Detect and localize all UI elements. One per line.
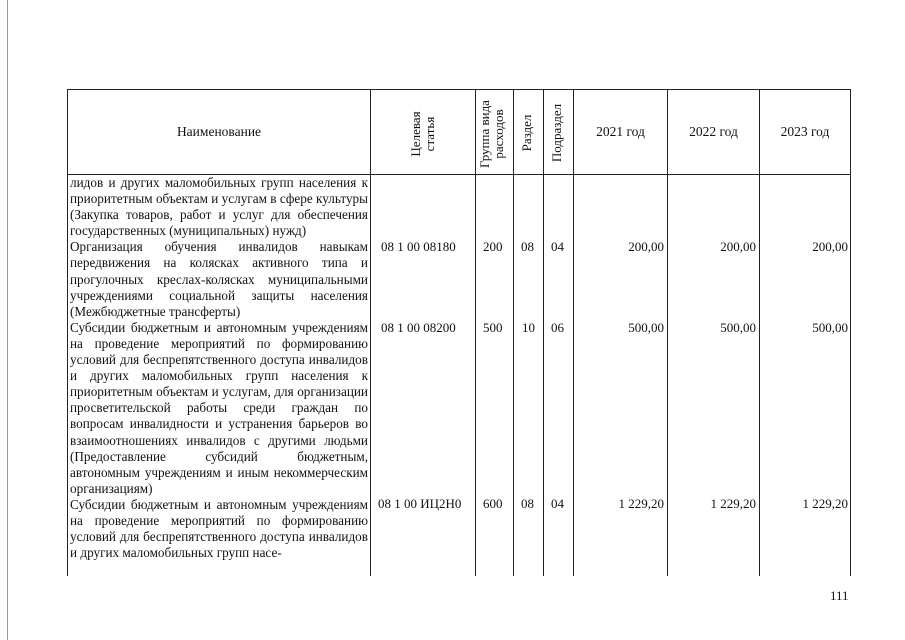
row-3-group: 600	[483, 496, 503, 511]
row-2-group: 500	[483, 320, 503, 335]
row-2-section: 10	[522, 320, 535, 335]
row-3-name: Субсидии бюджетным и автономным учреждениям на проведение мероприятий по формированию условий для беспрепятственного доступа инвалидов и других маломобильных групп населения к приоритетным объектам и услугам, для организации просветительской работы среди граждан по вопросам инвалидности и устранения барьеров во взаимоотношениях инвалидов с другими людьми (Предоставление субсидий бюджетным, автономным учреждениям и иным некоммерческим организациям)	[70, 319, 368, 496]
row-1-2022: 200,00	[720, 239, 756, 254]
header-2021: 2021 год	[596, 124, 645, 139]
row-1-code: 08 1 00 08180	[381, 239, 456, 254]
header-name: Наименование	[176, 124, 262, 139]
row-1-name: лидов и других маломобильных групп населения к приоритетным объектам и услугам в сфере культуры (Закупка товаров, работ и услуг для обеспечения государственных (муниципальных) нужд)	[70, 175, 368, 239]
row-2-code: 08 1 00 08200	[381, 320, 456, 335]
row-3-subsection: 04	[551, 496, 564, 511]
page-number: 111	[830, 588, 849, 603]
row-1-section: 08	[521, 239, 534, 254]
row-3-2023: 1 229,20	[802, 496, 848, 511]
header-expense-group	[478, 94, 510, 174]
row-2-2021: 500,00	[628, 320, 664, 335]
name-column	[70, 175, 368, 561]
row-1-2023: 200,00	[812, 239, 848, 254]
row-1-group: 200	[483, 239, 503, 254]
page-edge-line	[7, 0, 8, 640]
header-section: Раздел	[519, 114, 534, 152]
row-2-name: Организация обучения инвалидов навыкам передвижения на колясках активного типа и прогулочных креслах-колясках муниципальными учреждениями социальной защиты населения (Межбюджетные трансферты)	[70, 239, 368, 319]
header-2022: 2022 год	[689, 124, 738, 139]
header-target-line2: статья	[421, 116, 437, 152]
header-group-line1: Группа вида	[477, 100, 492, 168]
row-1-subsection: 04	[551, 239, 564, 254]
row-2-2023: 500,00	[812, 320, 848, 335]
row-3-section: 08	[521, 496, 534, 511]
row-3-2022: 1 229,20	[710, 496, 756, 511]
row-1-2021: 200,00	[628, 239, 664, 254]
header-subsection: Подраздел	[549, 103, 564, 163]
budget-table	[67, 89, 851, 576]
header-target-line1: Целевая	[408, 111, 423, 157]
table-header	[68, 90, 850, 175]
header-group-line2: расходов	[490, 109, 506, 159]
row-2-subsection: 06	[551, 320, 564, 335]
row-3-2021: 1 229,20	[618, 496, 664, 511]
row-3-code: 08 1 00 ИЦ2Н0	[378, 496, 462, 511]
row-4-name: Субсидии бюджетным и автономным учреждениям на проведение мероприятий по формированию условий для беспрепятственного доступа инвалидов и других маломобильных групп насе-	[70, 496, 368, 561]
row-2-2022: 500,00	[720, 320, 756, 335]
header-target-article	[409, 94, 437, 174]
header-2023: 2023 год	[780, 124, 830, 139]
